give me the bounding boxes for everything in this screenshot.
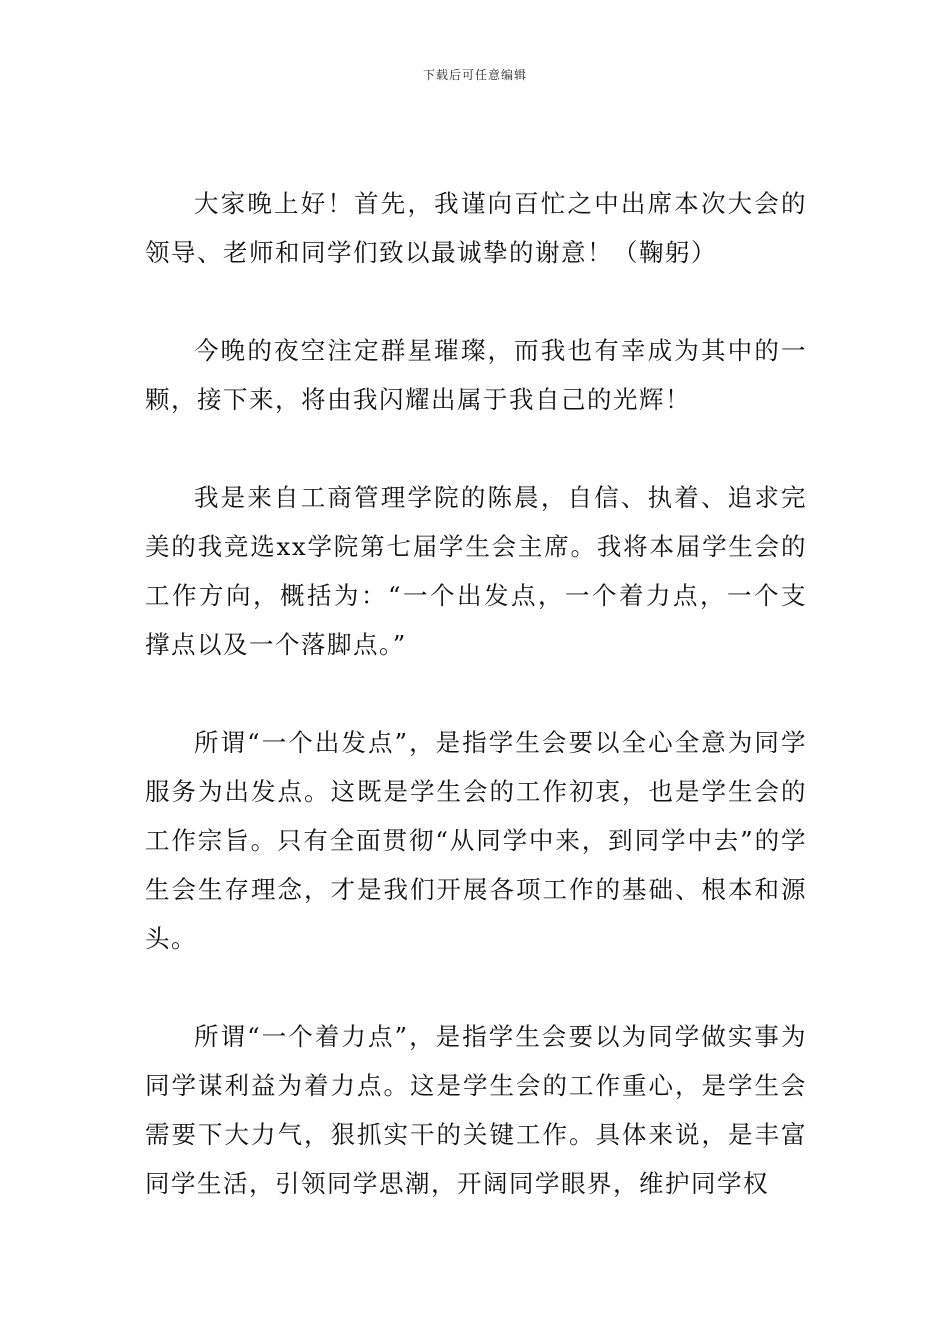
paragraph-greeting: 大家晚上好！首先，我谨向百忙之中出席本次大会的领导、老师和同学们致以最诚挚的谢意！（鞠躬）	[145, 189, 807, 267]
paragraph-tonight: 今晚的夜空注定群星璀璨，而我也有幸成为其中的一颗，接下来，将由我闪耀出属于我自己的光辉！	[145, 336, 807, 414]
document-body	[145, 179, 807, 1208]
paragraph-starting-point: 所谓“一个出发点”，是指学生会要以全心全意为同学服务为出发点。这既是学生会的工作初衷，也是学生会的工作宗旨。只有全面贯彻“从同学中来，到同学中去”的学生会生存理念，才是我们开展各项工作的基础、根本和源头。	[145, 728, 807, 953]
paragraph-introduction: 我是来自工商管理学院的陈晨，自信、执着、追求完美的我竞选xx学院第七届学生会主席。我将本届学生会的工作方向，概括为：“一个出发点，一个着力点，一个支撑点以及一个落脚点。”	[145, 483, 807, 659]
paragraph-focus-point: 所谓“一个着力点”，是指学生会要以为同学做实事为同学谋利益为着力点。这是学生会的工作重心，是学生会需要下大力气，狠抓实干的关键工作。具体来说，是丰富同学生活，引领同学思潮，开阔同学眼界，维护同学权	[145, 1022, 807, 1198]
page-header: 下载后可任意编辑	[422, 68, 527, 82]
